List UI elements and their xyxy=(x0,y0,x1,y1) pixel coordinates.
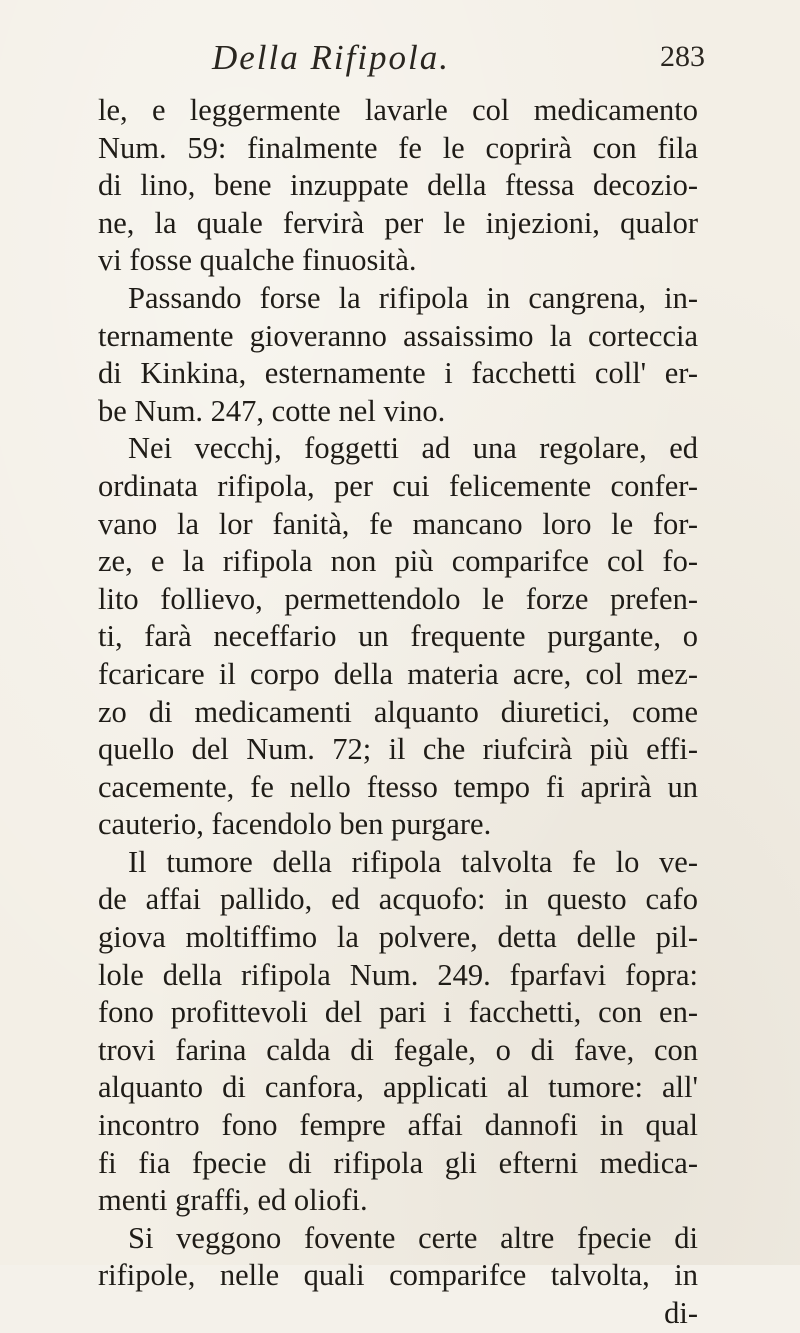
body-text xyxy=(98,92,698,1333)
running-title: Della Rifipola. xyxy=(212,38,451,77)
text-line: ne, la quale fervirà per le injezioni, qualor xyxy=(98,205,698,240)
text-line: zo di medicamenti alquanto diuretici, come xyxy=(98,694,698,729)
text-line: Si veggono fovente certe altre fpecie di xyxy=(128,1220,698,1255)
text-line: fcaricare il corpo della materia acre, col mez- xyxy=(98,656,698,691)
text-line: de affai pallido, ed acquofo: in questo cafo xyxy=(98,882,698,917)
text-line: ternamente gioveranno assaissimo la corteccia xyxy=(98,318,698,353)
text-line: di- xyxy=(664,1296,698,1330)
text-line: lito follievo, permettendolo le forze prefen- xyxy=(98,581,698,616)
text-line: cacemente, fe nello ftesso tempo fi aprirà un xyxy=(98,769,698,804)
text-line: ze, e la rifipola non più comparifce col fo- xyxy=(98,544,698,579)
page-number: 283 xyxy=(660,40,705,73)
text-line: Passando forse la rifipola in cangrena, in- xyxy=(128,280,698,315)
text-line: vi fosse qualche finuosità. xyxy=(98,243,417,278)
text-line: fono profittevoli del pari i facchetti, con en- xyxy=(98,995,698,1030)
text-line: lole della rifipola Num. 249. fparfavi fopra: xyxy=(98,957,698,992)
text-line: Num. 59: finalmente fe le coprirà con fila xyxy=(98,130,698,165)
text-line: Nei vecchj, foggetti ad una regolare, ed xyxy=(128,431,698,466)
running-head xyxy=(0,38,800,88)
text-line: trovi farina calda di fegale, o di fave, con xyxy=(98,1032,698,1067)
text-line: menti graffi, ed oliofi. xyxy=(98,1183,368,1218)
text-line: incontro fono fempre affai dannofi in qual xyxy=(98,1108,698,1143)
text-line: alquanto di canfora, applicati al tumore: all' xyxy=(98,1070,698,1105)
text-line: giova moltiffimo la polvere, detta delle pil- xyxy=(98,920,698,955)
text-line: le, e leggermente lavarle col medicamento xyxy=(98,93,698,127)
text-line: ordinata rifipola, per cui felicemente confer- xyxy=(98,468,698,503)
text-line: di Kinkina, esternamente i facchetti coll' er- xyxy=(98,356,698,391)
text-line: Il tumore della rifipola talvolta fe lo ve- xyxy=(128,844,698,879)
text-line: cauterio, facendolo ben purgare. xyxy=(98,807,492,842)
text-line: rifipole, nelle quali comparifce talvolta, in xyxy=(98,1258,698,1293)
text-line: ti, farà neceffario un frequente purgante, o xyxy=(98,619,698,654)
text-line: quello del Num. 72; il che riufcirà più effi- xyxy=(98,732,698,767)
text-line: be Num. 247, cotte nel vino. xyxy=(98,393,446,428)
text-line: di lino, bene inzuppate della ftessa decozio- xyxy=(98,168,698,203)
text-line: vano la lor fanità, fe mancano loro le for- xyxy=(98,506,698,541)
text-line: fi fia fpecie di rifipola gli efterni medica- xyxy=(98,1145,698,1180)
